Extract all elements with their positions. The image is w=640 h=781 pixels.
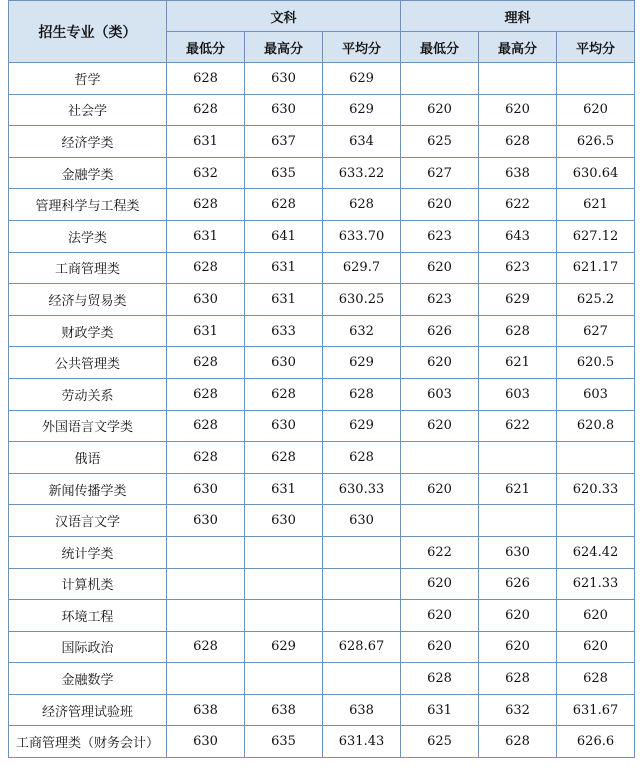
science-min-cell	[401, 63, 479, 95]
liberal-max-cell: 630	[245, 505, 323, 537]
liberal-min-cell: 631	[167, 220, 245, 252]
major-name-cell: 劳动关系	[9, 378, 167, 410]
science-min-cell	[401, 505, 479, 537]
major-name-cell: 管理科学与工程类	[9, 189, 167, 221]
science-avg-cell	[557, 63, 635, 95]
liberal-max-cell: 630	[245, 63, 323, 95]
table-row	[9, 315, 635, 347]
science-min-cell: 620	[401, 473, 479, 505]
table-row	[9, 694, 635, 726]
science-max-cell: 629	[479, 284, 557, 316]
liberal-avg-cell: 629	[323, 94, 401, 126]
liberal-avg-cell: 638	[323, 694, 401, 726]
liberal-max-cell: 628	[245, 189, 323, 221]
science-avg-cell: 621.17	[557, 252, 635, 284]
liberal-min-cell	[167, 600, 245, 632]
science-avg-cell: 620.5	[557, 347, 635, 379]
liberal-min-cell: 630	[167, 726, 245, 758]
table-row	[9, 189, 635, 221]
liberal-avg-cell: 629	[323, 410, 401, 442]
science-avg-cell: 624.42	[557, 536, 635, 568]
science-avg-cell: 626.6	[557, 726, 635, 758]
major-name-cell: 计算机类	[9, 568, 167, 600]
science-max-cell: 630	[479, 536, 557, 568]
major-name-cell: 外国语言文学类	[9, 410, 167, 442]
major-name-cell: 俄语	[9, 442, 167, 474]
science-min-cell: 620	[401, 347, 479, 379]
liberal-max-cell: 628	[245, 442, 323, 474]
liberal-min-cell: 628	[167, 631, 245, 663]
liberal-max-cell: 630	[245, 347, 323, 379]
liberal-avg-cell	[323, 568, 401, 600]
liberal-min-cell: 630	[167, 505, 245, 537]
liberal-max-cell: 629	[245, 631, 323, 663]
liberal-avg-cell: 628	[323, 378, 401, 410]
table-row	[9, 505, 635, 537]
major-name-cell: 金融数学	[9, 663, 167, 695]
liberal-min-cell: 628	[167, 442, 245, 474]
major-name-cell: 经济管理试验班	[9, 694, 167, 726]
liberal-avg-cell: 632	[323, 315, 401, 347]
science-max-cell: 623	[479, 252, 557, 284]
science-max-cell: 621	[479, 473, 557, 505]
liberal-max-cell	[245, 663, 323, 695]
liberal-avg-cell: 630	[323, 505, 401, 537]
liberal-min-header: 最低分	[167, 32, 245, 63]
liberal-avg-cell: 630.33	[323, 473, 401, 505]
science-min-cell: 620	[401, 631, 479, 663]
liberal-min-cell: 631	[167, 315, 245, 347]
science-avg-cell	[557, 505, 635, 537]
liberal-avg-cell: 628.67	[323, 631, 401, 663]
science-min-cell: 620	[401, 568, 479, 600]
score-table	[8, 0, 635, 758]
major-name-cell: 金融学类	[9, 157, 167, 189]
liberal-max-cell: 631	[245, 252, 323, 284]
table-row	[9, 726, 635, 758]
liberal-min-cell: 631	[167, 126, 245, 158]
major-column-header: 招生专业（类）	[9, 1, 167, 63]
major-name-cell: 工商管理类	[9, 252, 167, 284]
major-name-cell: 社会学	[9, 94, 167, 126]
liberal-min-cell: 628	[167, 347, 245, 379]
science-avg-cell: 626.5	[557, 126, 635, 158]
table-row	[9, 94, 635, 126]
liberal-avg-cell: 629	[323, 347, 401, 379]
science-group-header: 理科	[401, 1, 635, 32]
liberal-max-cell	[245, 536, 323, 568]
science-min-cell: 627	[401, 157, 479, 189]
major-name-cell: 工商管理类（财务会计）	[9, 726, 167, 758]
science-avg-cell: 603	[557, 378, 635, 410]
table-row	[9, 568, 635, 600]
liberal-avg-cell: 629	[323, 63, 401, 95]
liberal-min-cell: 628	[167, 252, 245, 284]
major-name-cell: 环境工程	[9, 600, 167, 632]
table-row	[9, 252, 635, 284]
science-max-cell: 620	[479, 94, 557, 126]
science-avg-cell: 621	[557, 189, 635, 221]
liberal-max-cell: 635	[245, 157, 323, 189]
table-row	[9, 663, 635, 695]
science-max-cell: 620	[479, 631, 557, 663]
table-row	[9, 347, 635, 379]
major-name-cell: 经济学类	[9, 126, 167, 158]
science-min-cell: 623	[401, 284, 479, 316]
header-row-groups	[9, 1, 635, 32]
table-row	[9, 442, 635, 474]
science-avg-cell: 627.12	[557, 220, 635, 252]
liberal-avg-cell: 631.43	[323, 726, 401, 758]
liberal-min-cell: 628	[167, 410, 245, 442]
table-row	[9, 126, 635, 158]
science-avg-cell: 631.67	[557, 694, 635, 726]
science-min-cell: 603	[401, 378, 479, 410]
liberal-min-cell: 628	[167, 378, 245, 410]
science-max-cell: 628	[479, 126, 557, 158]
science-avg-cell: 620	[557, 631, 635, 663]
table-row	[9, 157, 635, 189]
science-avg-cell: 628	[557, 663, 635, 695]
liberal-min-cell: 632	[167, 157, 245, 189]
science-min-cell: 620	[401, 410, 479, 442]
science-max-cell: 632	[479, 694, 557, 726]
science-max-cell	[479, 63, 557, 95]
science-max-cell: 626	[479, 568, 557, 600]
table-row	[9, 600, 635, 632]
liberal-avg-cell: 629.7	[323, 252, 401, 284]
liberal-max-cell: 631	[245, 473, 323, 505]
science-avg-cell: 620.33	[557, 473, 635, 505]
liberal-avg-cell	[323, 663, 401, 695]
major-name-cell: 财政学类	[9, 315, 167, 347]
liberal-avg-cell: 634	[323, 126, 401, 158]
science-min-header: 最低分	[401, 32, 479, 63]
science-max-cell: 622	[479, 189, 557, 221]
liberal-min-cell	[167, 663, 245, 695]
science-min-cell: 622	[401, 536, 479, 568]
major-name-cell: 汉语言文学	[9, 505, 167, 537]
science-avg-cell: 620.8	[557, 410, 635, 442]
science-avg-cell: 627	[557, 315, 635, 347]
liberal-avg-cell	[323, 536, 401, 568]
liberal-avg-cell: 633.22	[323, 157, 401, 189]
science-min-cell: 620	[401, 94, 479, 126]
liberal-max-header: 最高分	[245, 32, 323, 63]
science-max-cell: 643	[479, 220, 557, 252]
science-max-cell: 603	[479, 378, 557, 410]
science-min-cell: 620	[401, 189, 479, 221]
science-avg-cell	[557, 442, 635, 474]
major-name-cell: 公共管理类	[9, 347, 167, 379]
liberal-avg-cell: 628	[323, 442, 401, 474]
table-row	[9, 631, 635, 663]
liberal-avg-cell: 630.25	[323, 284, 401, 316]
liberal-max-cell: 630	[245, 410, 323, 442]
science-max-cell: 620	[479, 600, 557, 632]
liberal-max-cell: 637	[245, 126, 323, 158]
science-min-cell: 625	[401, 126, 479, 158]
science-min-cell: 623	[401, 220, 479, 252]
liberal-min-cell: 630	[167, 473, 245, 505]
major-name-cell: 统计学类	[9, 536, 167, 568]
liberal-max-cell	[245, 568, 323, 600]
science-min-cell: 620	[401, 252, 479, 284]
science-avg-cell: 620	[557, 94, 635, 126]
major-name-cell: 经济与贸易类	[9, 284, 167, 316]
science-max-cell: 622	[479, 410, 557, 442]
science-min-cell: 626	[401, 315, 479, 347]
liberal-min-cell: 628	[167, 63, 245, 95]
table-row	[9, 410, 635, 442]
liberal-max-cell	[245, 600, 323, 632]
liberal-min-cell: 628	[167, 94, 245, 126]
science-avg-header: 平均分	[557, 32, 635, 63]
science-min-cell: 628	[401, 663, 479, 695]
science-avg-cell: 620	[557, 600, 635, 632]
major-name-cell: 新闻传播学类	[9, 473, 167, 505]
science-avg-cell: 625.2	[557, 284, 635, 316]
science-max-cell: 628	[479, 315, 557, 347]
liberal-min-cell: 628	[167, 189, 245, 221]
science-max-cell	[479, 505, 557, 537]
major-name-cell: 法学类	[9, 220, 167, 252]
liberal-min-cell	[167, 568, 245, 600]
liberal-max-cell: 630	[245, 94, 323, 126]
science-max-cell	[479, 442, 557, 474]
science-max-cell: 628	[479, 726, 557, 758]
science-max-header: 最高分	[479, 32, 557, 63]
liberal-min-cell: 638	[167, 694, 245, 726]
table-body	[9, 63, 635, 758]
table-header	[9, 1, 635, 63]
table-row	[9, 220, 635, 252]
table-row	[9, 378, 635, 410]
major-name-cell: 国际政治	[9, 631, 167, 663]
liberal-min-cell	[167, 536, 245, 568]
liberal-max-cell: 638	[245, 694, 323, 726]
science-avg-cell: 621.33	[557, 568, 635, 600]
liberal-arts-group-header: 文科	[167, 1, 401, 32]
liberal-max-cell: 631	[245, 284, 323, 316]
liberal-avg-cell: 628	[323, 189, 401, 221]
liberal-avg-header: 平均分	[323, 32, 401, 63]
liberal-max-cell: 635	[245, 726, 323, 758]
liberal-max-cell: 641	[245, 220, 323, 252]
science-avg-cell: 630.64	[557, 157, 635, 189]
liberal-min-cell: 630	[167, 284, 245, 316]
science-min-cell: 625	[401, 726, 479, 758]
table-row	[9, 473, 635, 505]
major-name-cell: 哲学	[9, 63, 167, 95]
liberal-max-cell: 628	[245, 378, 323, 410]
science-min-cell: 620	[401, 600, 479, 632]
liberal-avg-cell: 633.70	[323, 220, 401, 252]
liberal-avg-cell	[323, 600, 401, 632]
science-min-cell: 631	[401, 694, 479, 726]
table-row	[9, 63, 635, 95]
science-max-cell: 621	[479, 347, 557, 379]
liberal-max-cell: 633	[245, 315, 323, 347]
table-row	[9, 536, 635, 568]
science-max-cell: 638	[479, 157, 557, 189]
science-min-cell	[401, 442, 479, 474]
table-row	[9, 284, 635, 316]
science-max-cell: 628	[479, 663, 557, 695]
